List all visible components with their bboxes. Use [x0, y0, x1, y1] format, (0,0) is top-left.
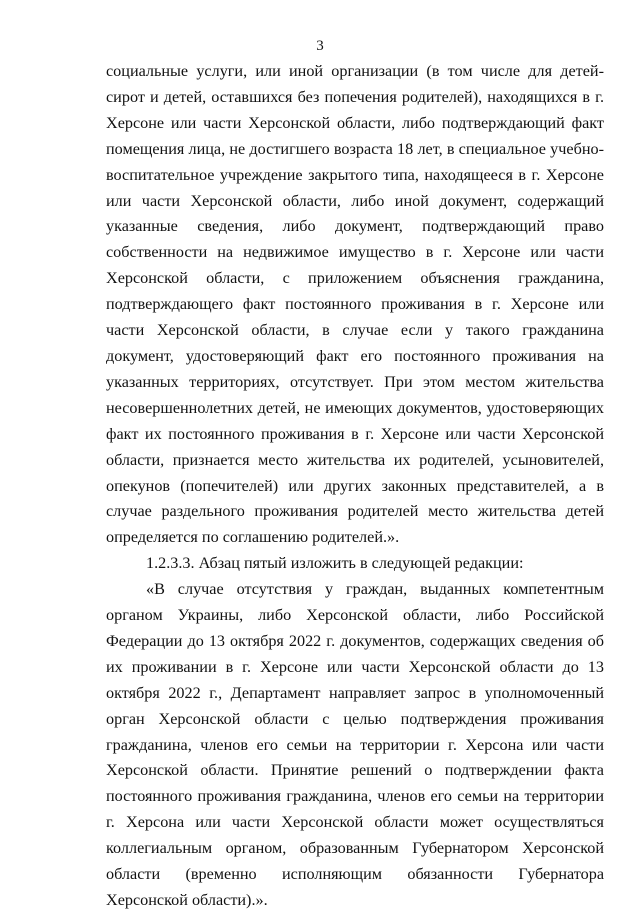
- paragraph-clause-1-2-3-3: 1.2.3.3. Абзац пятый изложить в следующей редакции:: [146, 554, 524, 573]
- paragraph-quoted-text: «В случае отсутствия у граждан, выданных компетентным органом Украины, либо Херсонской области, либо Российской Федерации до 13 октября 2022 г. документов, содержащих сведения об их проживании в г. Херсоне или части Херсонской области до 13 октября 2022 г., Департамент направляет запрос в уполномоченный орган Херсонской области с целью подтверждения проживания гражданина, членов его семьи на территории г. Херсона или части Херсонской области. Принятие решений о подтверждении факта постоянного проживания гражданина, членов его семьи на территории г. Херсона или части Херсонской области может осуществляться коллегиальным органом, образованным Губернатором Херсонской области (временно исполняющим обязанности Губернатора Херсонской области).».: [106, 580, 604, 909]
- paragraph-continuation: социальные услуги, или иной организации (в том числе для детей-сирот и детей, оставшихся без попечения родителей), находящихся в г. Херсоне или части Херсонской области, либо подтверждающий факт помещения лица, не достигшего возраста 18 лет, в специальное учебно-воспитательное учреждение закрытого типа, находящееся в г. Херсоне или части Херсонской области, либо иной документ, содержащий указанные сведения, либо документ, подтверждающий право собственности на недвижимое имущество в г. Херсоне или части Херсонской области, с приложением объяснения гражданина, подтверждающего факт постоянного проживания в г. Херсоне или части Херсонской области, в случае если у такого гражданина документ, удостоверяющий факт его постоянного проживания на указанных территориях, отсутствует. При этом местом жительства несовершеннолетних детей, не имеющих документов, удостоверяющих факт их постоянного проживания в г. Херсоне или части Херсонской области, признается место жительства их родителей, усыновителей, опекунов (попечителей) или других законных представителей, а в случае раздельного проживания родителей место жительства детей определяется по соглашению родителей.».: [106, 62, 604, 547]
- document-body: [106, 59, 604, 914]
- page-number: 3: [316, 38, 324, 54]
